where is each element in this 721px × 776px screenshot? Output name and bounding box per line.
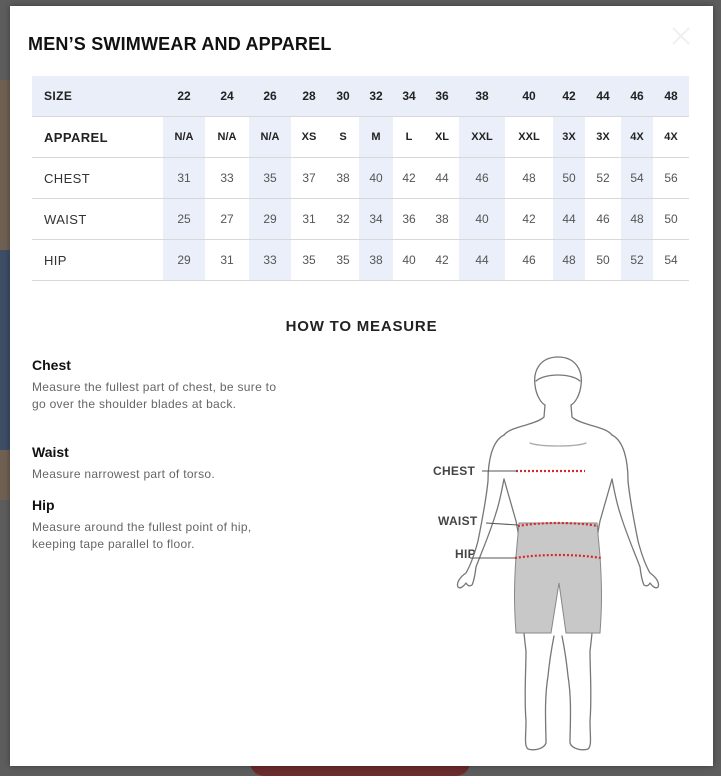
table-cell: 44 [425, 158, 459, 199]
table-cell: 44 [459, 240, 505, 281]
table-cell: 24 [205, 76, 249, 117]
table-cell: 42 [425, 240, 459, 281]
table-cell: 42 [553, 76, 585, 117]
table-cell: 29 [249, 199, 291, 240]
waist-figure-label: WAIST [438, 514, 478, 528]
table-cell: 38 [425, 199, 459, 240]
row-label: APPAREL [32, 117, 163, 158]
table-cell: 50 [653, 199, 689, 240]
cap-line [536, 375, 580, 381]
close-button[interactable] [651, 6, 713, 76]
hip-instruction [32, 497, 277, 553]
table-cell: 3X [553, 117, 585, 158]
table-cell: 4X [653, 117, 689, 158]
table-cell: L [393, 117, 425, 158]
table-cell: S [327, 117, 359, 158]
chest-row [32, 158, 689, 199]
table-cell: 35 [327, 240, 359, 281]
table-cell: 33 [205, 158, 249, 199]
chest-instruction [32, 357, 277, 413]
table-cell: 40 [505, 76, 553, 117]
table-cell: 31 [163, 158, 205, 199]
table-cell: 40 [359, 158, 393, 199]
table-cell: XXL [505, 117, 553, 158]
table-cell: 35 [249, 158, 291, 199]
waist-instruction-title: Waist [32, 444, 69, 460]
chest-line [530, 443, 586, 446]
table-cell: 26 [249, 76, 291, 117]
waist-row [32, 199, 689, 240]
table-cell: 44 [553, 199, 585, 240]
close-icon [669, 24, 693, 48]
hip-instruction-text: Measure around the fullest point of hip, keeping tape parallel to floor. [32, 520, 252, 551]
size-table [32, 76, 689, 281]
table-cell: 29 [163, 240, 205, 281]
table-cell: 38 [459, 76, 505, 117]
table-cell: 4X [621, 117, 653, 158]
table-cell: 50 [553, 158, 585, 199]
head-outline [504, 357, 558, 435]
chest-figure-label: CHEST [433, 464, 476, 478]
table-cell: 48 [553, 240, 585, 281]
table-cell: 31 [205, 240, 249, 281]
size-row [32, 76, 689, 117]
row-label: WAIST [32, 199, 163, 240]
table-cell: 56 [653, 158, 689, 199]
table-cell: 30 [327, 76, 359, 117]
table-cell: M [359, 117, 393, 158]
table-cell: N/A [249, 117, 291, 158]
table-cell: 54 [621, 158, 653, 199]
how-to-measure-heading: HOW TO MEASURE [285, 318, 438, 335]
background-left-strip-blue [0, 250, 10, 450]
table-cell: 32 [327, 199, 359, 240]
table-cell: 22 [163, 76, 205, 117]
modal-title: MEN’S SWIMWEAR AND APPAREL [28, 34, 332, 54]
size-chart-modal [10, 6, 713, 766]
table-cell: 52 [585, 158, 621, 199]
table-cell: 25 [163, 199, 205, 240]
table-cell: XL [425, 117, 459, 158]
table-cell: 40 [393, 240, 425, 281]
table-cell: 38 [327, 158, 359, 199]
table-cell: 54 [653, 240, 689, 281]
table-cell: 46 [585, 199, 621, 240]
table-cell: 34 [359, 199, 393, 240]
waist-instruction [32, 444, 277, 483]
table-cell: 42 [505, 199, 553, 240]
table-cell: XS [291, 117, 327, 158]
table-cell: 35 [291, 240, 327, 281]
head-outline-right [558, 357, 612, 435]
table-cell: 46 [505, 240, 553, 281]
waist-leader-line [486, 523, 518, 525]
table-cell: 38 [359, 240, 393, 281]
hip-row [32, 240, 689, 281]
chest-instruction-title: Chest [32, 357, 71, 373]
table-cell: 48 [653, 76, 689, 117]
table-cell: 40 [459, 199, 505, 240]
waist-instruction-text: Measure narrowest part of torso. [32, 467, 216, 481]
table-cell: 27 [205, 199, 249, 240]
table-cell: 42 [393, 158, 425, 199]
hip-instruction-title: Hip [32, 497, 55, 513]
body-measurement-illustration [420, 351, 690, 761]
table-cell: 28 [291, 76, 327, 117]
chest-instruction-text: Measure the fullest part of chest, be sure to go over the shoulder blades at back. [32, 380, 277, 411]
table-cell: N/A [205, 117, 249, 158]
table-cell: 36 [425, 76, 459, 117]
row-label: CHEST [32, 158, 163, 199]
right-arm-outline [612, 435, 659, 588]
table-cell: N/A [163, 117, 205, 158]
table-cell: 31 [291, 199, 327, 240]
table-cell: 33 [249, 240, 291, 281]
hip-figure-label: HIP [455, 547, 476, 561]
row-label: HIP [32, 240, 163, 281]
table-cell: 50 [585, 240, 621, 281]
table-cell: 48 [621, 199, 653, 240]
table-cell: 3X [585, 117, 621, 158]
table-cell: 37 [291, 158, 327, 199]
row-label: SIZE [32, 76, 163, 117]
table-cell: 48 [505, 158, 553, 199]
apparel-row [32, 117, 689, 158]
table-cell: XXL [459, 117, 505, 158]
table-cell: 44 [585, 76, 621, 117]
left-arm-outline [457, 435, 504, 588]
table-cell: 52 [621, 240, 653, 281]
table-cell: 46 [621, 76, 653, 117]
table-cell: 46 [459, 158, 505, 199]
table-cell: 34 [393, 76, 425, 117]
table-cell: 36 [393, 199, 425, 240]
table-cell: 32 [359, 76, 393, 117]
shorts [515, 523, 602, 633]
